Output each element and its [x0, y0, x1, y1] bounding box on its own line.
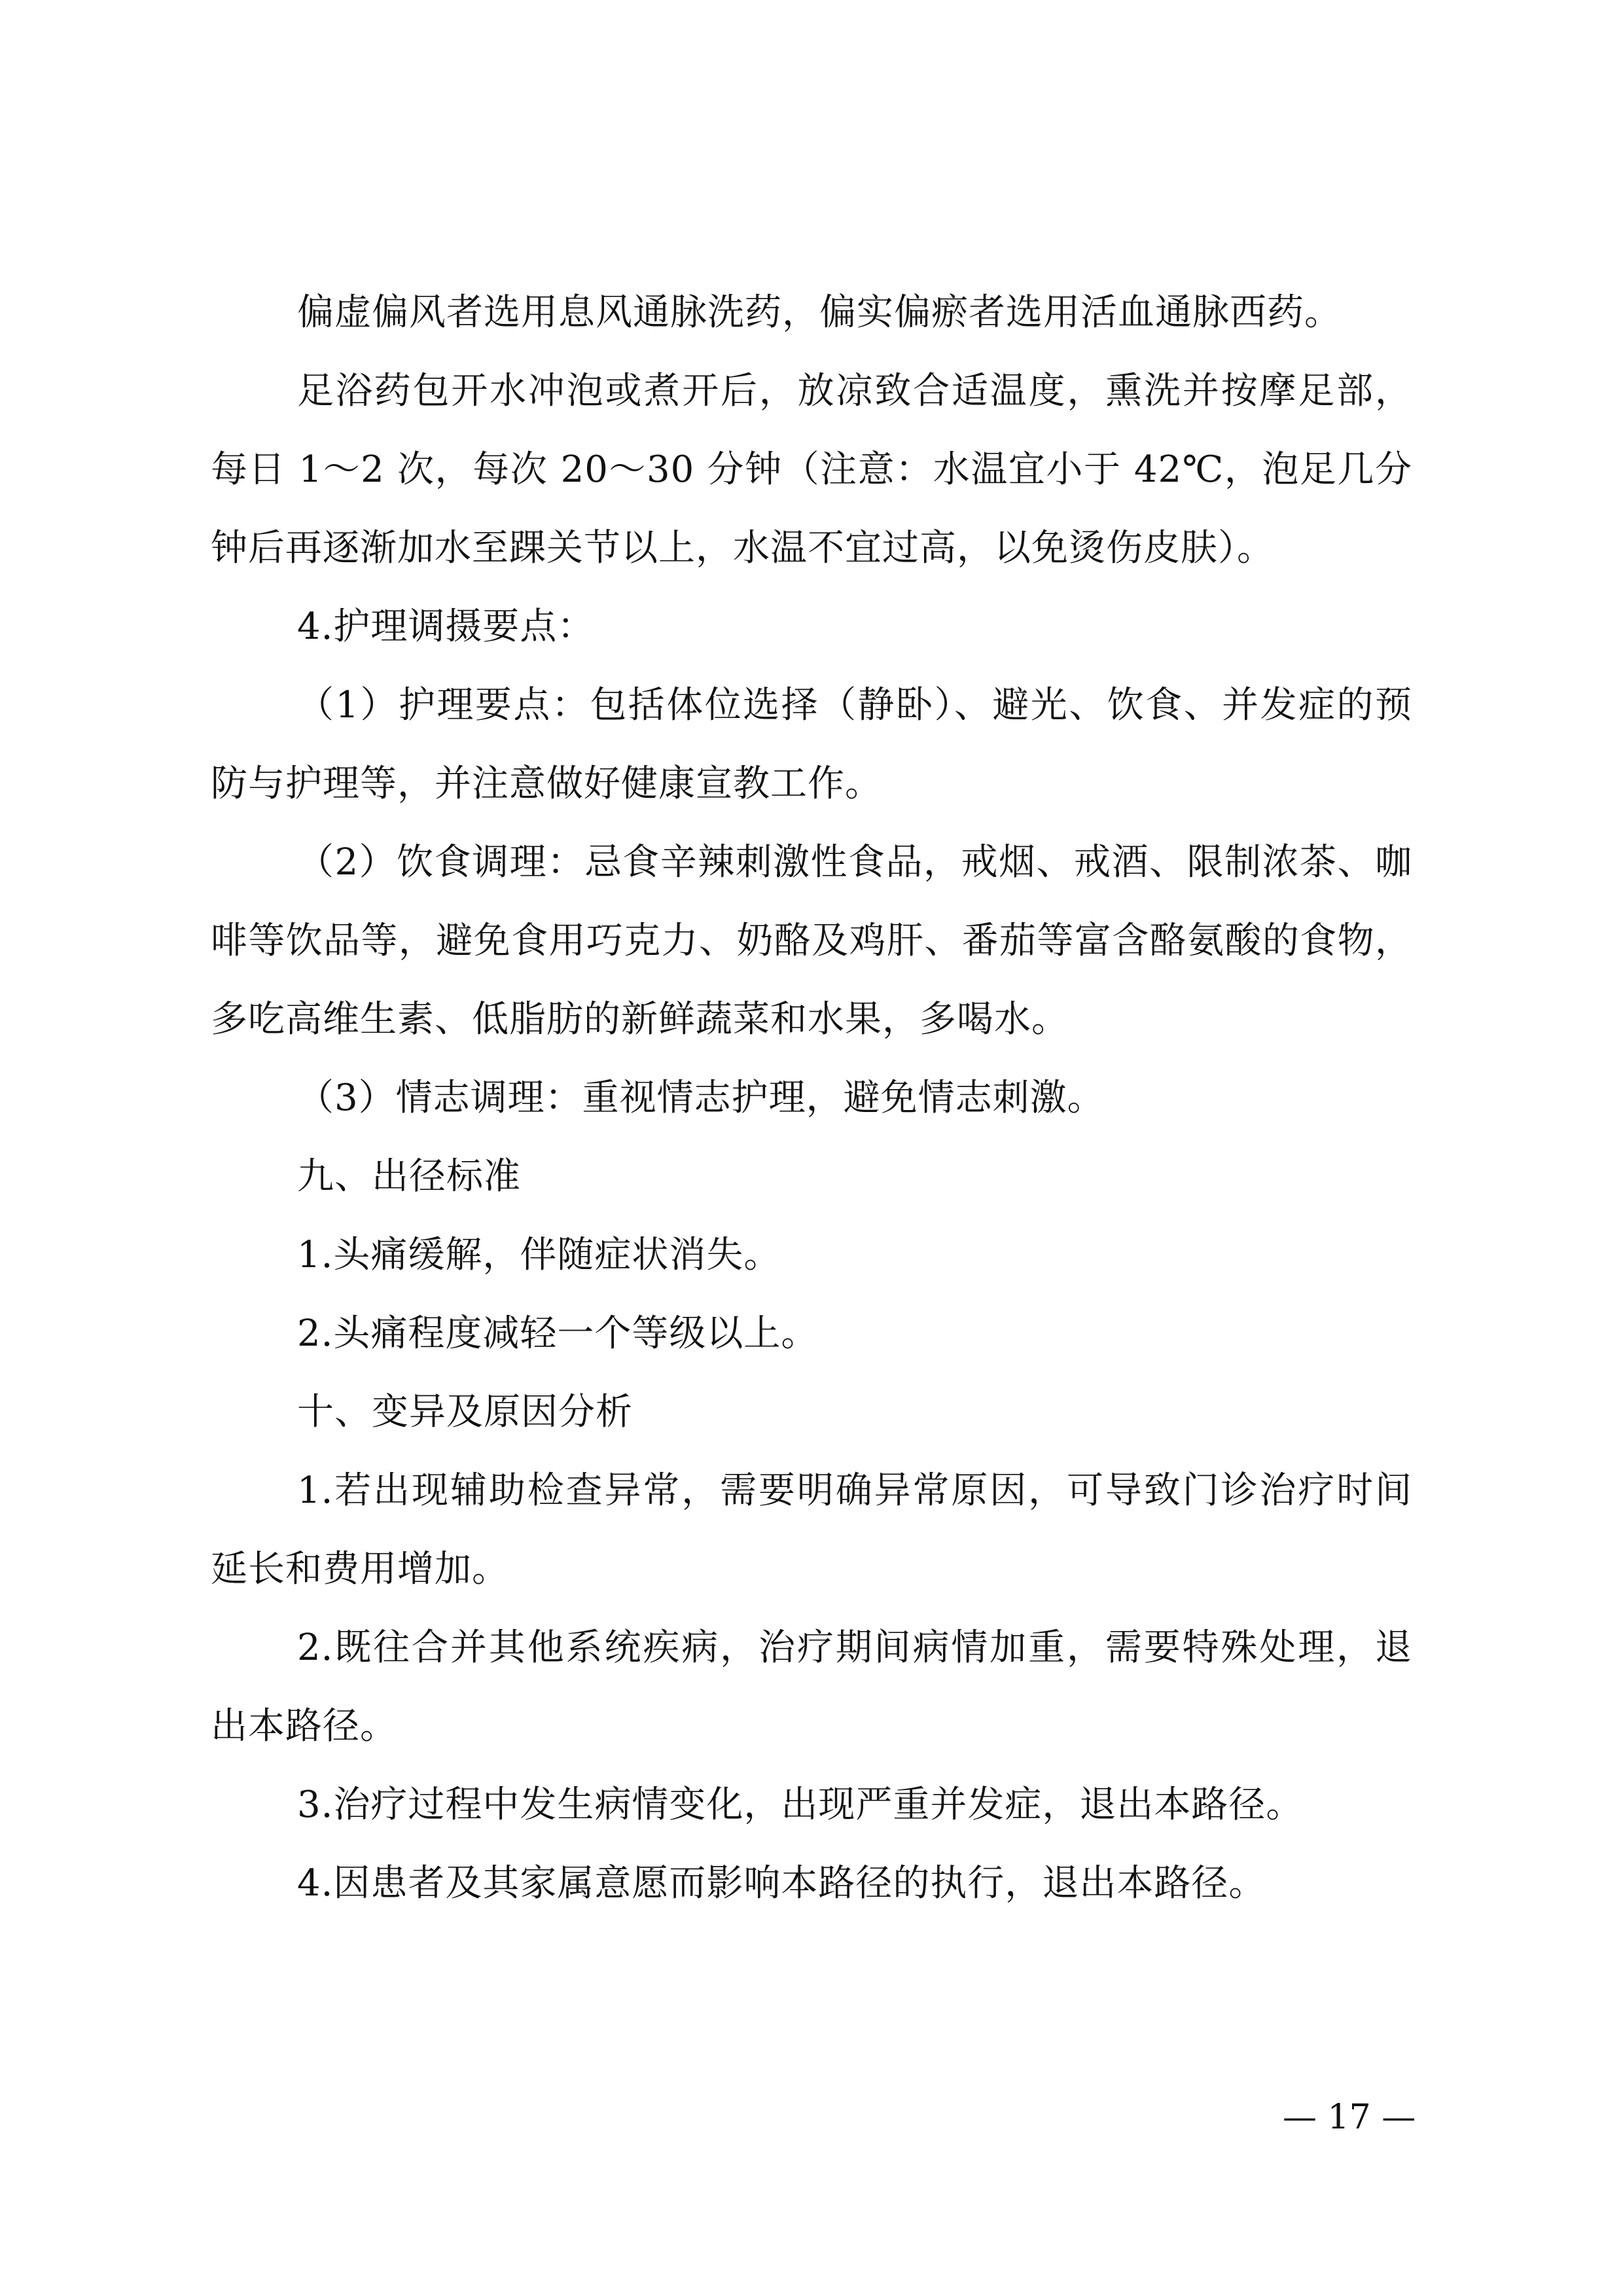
list-item-variation-4: 4.因患者及其家属意愿而影响本路径的执行，退出本路径。: [297, 1862, 1266, 1905]
paragraph-foot-bath: 足浴药包开水冲泡或煮开后，放凉致合适温度，熏洗并按摩足部，每日 1～2 次，每次 20～30 分钟（注意：水温宜小于 42℃，泡足几分钟后再逐渐加水至踝关节以上，水温不宜过高，以免烫伤皮肤）。: [211, 370, 1412, 569]
list-item-variation-2: 2.既往合并其他系统疾病，治疗期间病情加重，需要特殊处理，退出本路径。: [211, 1626, 1412, 1748]
paragraph-emotion: （3）情志调理：重视情志护理，避免情志刺激。: [297, 1077, 1105, 1119]
paragraph-nursing-care: （1）护理要点：包括体位选择（静卧）、避光、饮食、并发症的预防与护理等，并注意做好健康宣教工作。: [211, 684, 1412, 805]
list-item-variation-1: 1.若出现辅助检查异常，需要明确异常原因，可导致门诊治疗时间延长和费用增加。: [211, 1469, 1412, 1590]
section-heading-variation: 十、变异及原因分析: [297, 1391, 633, 1433]
heading-nursing-points: 4.护理调摄要点：: [297, 605, 595, 648]
page-number: — 17 —: [1283, 2098, 1416, 2137]
paragraph-herbal-wash: 偏虚偏风者选用息风通脉洗药，偏实偏瘀者选用活血通脉西药。: [297, 291, 1342, 334]
list-item-exit-2: 2.头痛程度减轻一个等级以上。: [297, 1312, 819, 1355]
list-item-exit-1: 1.头痛缓解，伴随症状消失。: [297, 1234, 781, 1276]
section-heading-exit-criteria: 九、出径标准: [297, 1155, 521, 1198]
list-item-variation-3: 3.治疗过程中发生病情变化，出现严重并发症，退出本路径。: [297, 1784, 1304, 1826]
document-body: [211, 274, 1412, 1923]
paragraph-diet: （2）饮食调理：忌食辛辣刺激性食品，戒烟、戒酒、限制浓茶、咖啡等饮品等，避免食用巧克力、奶酪及鸡肝、番茄等富含酪氨酸的食物，多吃高维生素、低脂肪的新鲜蔬菜和水果，多喝水。: [211, 841, 1412, 1041]
